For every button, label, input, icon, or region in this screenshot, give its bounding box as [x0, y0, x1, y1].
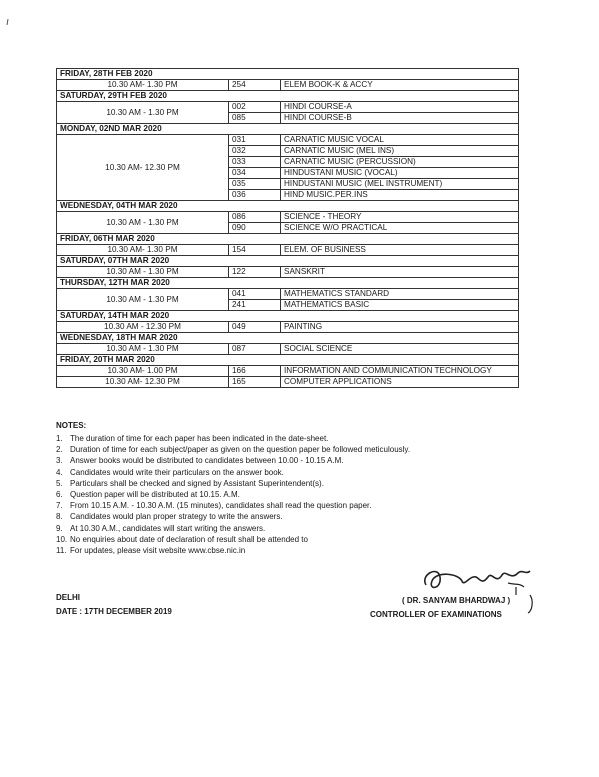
- exam-time: 10.30 AM- 1.00 PM: [57, 366, 229, 377]
- exam-time: 10.30 AM- 12.30 PM: [57, 377, 229, 388]
- subject-name: INFORMATION AND COMMUNICATION TECHNOLOGY: [281, 366, 519, 377]
- subject-name: MATHEMATICS STANDARD: [281, 289, 519, 300]
- note-item: [56, 455, 496, 466]
- subject-code: 033: [229, 157, 281, 168]
- subject-name: PAINTING: [281, 322, 519, 333]
- subject-code: 241: [229, 300, 281, 311]
- exam-time: 10.30 AM- 1.30 PM: [57, 245, 229, 256]
- note-number: 6.: [56, 490, 63, 500]
- exam-day: THURSDAY, 12TH MAR 2020: [57, 278, 519, 289]
- notes-title: NOTES:: [56, 421, 87, 430]
- subject-code: 002: [229, 102, 281, 113]
- subject-name: CARNATIC MUSIC VOCAL: [281, 135, 519, 146]
- day-header-row: [57, 69, 519, 80]
- note-text: No enquiries about date of declaration of result shall be attended to: [70, 534, 308, 544]
- exam-day: WEDNESDAY, 04TH MAR 2020: [57, 201, 519, 212]
- paper-row: [57, 102, 519, 113]
- subject-name: SANSKRIT: [281, 267, 519, 278]
- signature-image: [418, 555, 538, 615]
- note-text: At 10.30 A.M., candidates will start writing the answers.: [70, 523, 266, 533]
- day-header-row: [57, 355, 519, 366]
- note-text: The duration of time for each paper has been indicated in the date-sheet.: [70, 434, 329, 443]
- exam-day: FRIDAY, 20TH MAR 2020: [57, 355, 519, 366]
- subject-code: 154: [229, 245, 281, 256]
- day-header-row: [57, 234, 519, 245]
- exam-day: SATURDAY, 14TH MAR 2020: [57, 311, 519, 322]
- note-number: 3.: [56, 456, 63, 466]
- note-item: [56, 523, 496, 534]
- subject-code: 036: [229, 190, 281, 201]
- subject-code: 086: [229, 212, 281, 223]
- subject-code: 032: [229, 146, 281, 157]
- day-header-row: [57, 278, 519, 289]
- note-text: For updates, please visit website www.cbse.nic.in: [70, 546, 246, 556]
- exam-time: 10.30 AM - 1.30 PM: [57, 102, 229, 124]
- note-item: [56, 534, 496, 545]
- day-header-row: [57, 311, 519, 322]
- subject-name: COMPUTER APPLICATIONS: [281, 377, 519, 388]
- signatory-title: CONTROLLER OF EXAMINATIONS: [370, 610, 502, 619]
- subject-name: ELEM. OF BUSINESS: [281, 245, 519, 256]
- subject-code: 165: [229, 377, 281, 388]
- exam-day: FRIDAY, 06TH MAR 2020: [57, 234, 519, 245]
- subject-code: 034: [229, 168, 281, 179]
- note-text: Candidates would plan proper strategy to write the answers.: [70, 512, 283, 522]
- exam-time: 10.30 AM - 12.30 PM: [57, 322, 229, 333]
- note-text: Particulars shall be checked and signed by Assistant Superintendent(s).: [70, 478, 324, 488]
- signatory-name: ( DR. SANYAM BHARDWAJ ): [402, 596, 511, 605]
- subject-code: 085: [229, 113, 281, 124]
- subject-code: 041: [229, 289, 281, 300]
- note-item: [56, 467, 496, 478]
- note-number: 5.: [56, 478, 63, 488]
- subject-code: 087: [229, 344, 281, 355]
- subject-name: HIND MUSIC.PER.INS: [281, 190, 519, 201]
- note-text: Candidates would write their particulars on the answer book.: [70, 467, 284, 477]
- subject-name: CARNATIC MUSIC (MEL INS): [281, 146, 519, 157]
- day-header-row: [57, 201, 519, 212]
- subject-code: 254: [229, 80, 281, 91]
- day-header-row: [57, 333, 519, 344]
- notes-list: [56, 433, 496, 556]
- subject-name: HINDI COURSE-B: [281, 113, 519, 124]
- subject-code: 049: [229, 322, 281, 333]
- subject-name: MATHEMATICS BASIC: [281, 300, 519, 311]
- issue-date: DATE : 17TH DECEMBER 2019: [56, 607, 172, 616]
- note-text: Duration of time for each subject/paper as given on the question paper be followed meticulously.: [70, 445, 411, 455]
- paper-row: [57, 344, 519, 355]
- subject-code: 122: [229, 267, 281, 278]
- note-text: From 10.15 A.M. - 10.30 A.M. (15 minutes), candidates shall read the question paper.: [70, 501, 372, 511]
- subject-name: SCIENCE W/O PRACTICAL: [281, 223, 519, 234]
- exam-time: 10.30 AM - 1.30 PM: [57, 267, 229, 278]
- note-item: [56, 478, 496, 489]
- note-item: [56, 444, 496, 455]
- paper-row: [57, 135, 519, 146]
- subject-name: SCIENCE - THEORY: [281, 212, 519, 223]
- exam-day: WEDNESDAY, 18TH MAR 2020: [57, 333, 519, 344]
- exam-day: SATURDAY, 07TH MAR 2020: [57, 256, 519, 267]
- exam-time: 10.30 AM- 1.30 PM: [57, 80, 229, 91]
- paper-row: [57, 267, 519, 278]
- notes-section: [56, 421, 496, 556]
- note-item: [56, 489, 496, 500]
- day-header-row: [57, 256, 519, 267]
- note-number: 7.: [56, 501, 63, 511]
- subject-name: HINDUSTANI MUSIC (MEL INSTRUMENT): [281, 179, 519, 190]
- note-number: 9.: [56, 523, 63, 533]
- note-number: 11.: [56, 546, 67, 556]
- exam-time: 10.30 AM - 1.30 PM: [57, 289, 229, 311]
- paper-row: [57, 377, 519, 388]
- note-text: Question paper will be distributed at 10.15. A.M.: [70, 490, 240, 500]
- exam-day: MONDAY, 02ND MAR 2020: [57, 124, 519, 135]
- note-number: 8.: [56, 512, 63, 522]
- day-header-row: [57, 124, 519, 135]
- exam-day: SATURDAY, 29TH FEB 2020: [57, 91, 519, 102]
- exam-time: 10.30 AM - 1.30 PM: [57, 344, 229, 355]
- paper-row: [57, 322, 519, 333]
- subject-name: ELEM BOOK-K & ACCY: [281, 80, 519, 91]
- paper-row: [57, 245, 519, 256]
- place-label: DELHI: [56, 593, 80, 602]
- note-number: 10.: [56, 534, 68, 544]
- subject-code: 090: [229, 223, 281, 234]
- exam-schedule-table: [56, 68, 519, 388]
- paper-row: [57, 80, 519, 91]
- subject-code: 031: [229, 135, 281, 146]
- note-item: [56, 511, 496, 522]
- subject-name: HINDI COURSE-A: [281, 102, 519, 113]
- subject-name: HINDUSTANI MUSIC (VOCAL): [281, 168, 519, 179]
- note-number: 2.: [56, 445, 63, 455]
- scan-mark: [6, 12, 10, 18]
- exam-time: 10.30 AM - 1.30 PM: [57, 212, 229, 234]
- exam-day: FRIDAY, 28TH FEB 2020: [57, 69, 519, 80]
- note-item: [56, 500, 496, 511]
- note-item: [56, 433, 496, 444]
- paper-row: [57, 366, 519, 377]
- note-number: 1.: [56, 434, 63, 443]
- exam-time: 10.30 AM- 12.30 PM: [57, 135, 229, 201]
- note-text: Answer books would be distributed to candidates between 10.00 - 10.15 A.M.: [70, 456, 344, 466]
- subject-code: 166: [229, 366, 281, 377]
- note-number: 4.: [56, 467, 63, 477]
- paper-row: [57, 212, 519, 223]
- subject-code: 035: [229, 179, 281, 190]
- day-header-row: [57, 91, 519, 102]
- subject-name: CARNATIC MUSIC (PERCUSSION): [281, 157, 519, 168]
- paper-row: [57, 289, 519, 300]
- subject-name: SOCIAL SCIENCE: [281, 344, 519, 355]
